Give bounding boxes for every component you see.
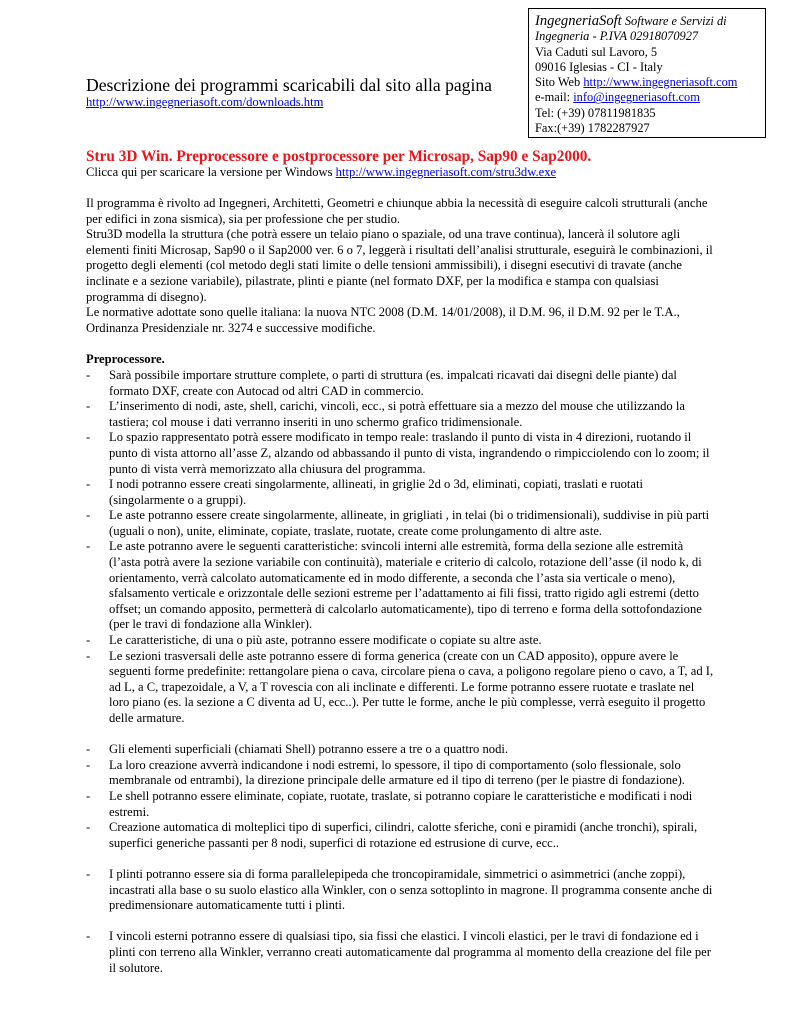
- list-item: [86, 368, 716, 399]
- list-item-text: Le caratteristiche, di una o più aste, potranno essere modificate o copiate su altre aste.: [109, 633, 542, 648]
- list-item: [86, 867, 716, 914]
- spacer: [86, 727, 716, 743]
- list-item: [86, 742, 716, 758]
- spacer: [86, 851, 716, 867]
- list-dash: -: [86, 866, 91, 881]
- download-link[interactable]: http://www.ingegneriasoft.com/stru3dw.exe: [335, 165, 557, 179]
- list-item: [86, 789, 716, 820]
- list-dash: -: [86, 633, 91, 648]
- list-dash: -: [86, 367, 91, 382]
- list-item-text: Sarà possibile importare strutture complete, o parti di struttura (es. impalcati ricavati dai disegni delle piante) dal formato DXF, create con Autocad od altri CAD in commercio.: [109, 367, 677, 398]
- intro-paragraph: Le normative adottate sono quelle italiana: la nuova NTC 2008 (D.M. 14/01/2008), il D.M. 96, il D.M. 92 per le T.A., Ordinanza Presidenziale nr. 3274 e successive modifiche.: [86, 305, 680, 335]
- list-item-text: Le shell potranno essere eliminate, copiate, ruotate, traslate, si potranno copiare le caratteristiche e modificati i nodi estremi.: [109, 788, 693, 819]
- list-item-text: Le aste potranno essere create singolarmente, allineate, in grigliati , in telai (bi o tridimensionali), suddivise in più parti (uguali o non), unite, eliminate, copiate, traslate, ruotate, create come prolungamento di altre aste.: [109, 508, 710, 538]
- list-dash: -: [86, 788, 91, 803]
- list-item: [86, 758, 716, 789]
- spacer: [86, 914, 716, 930]
- document-body: [86, 196, 716, 976]
- intro-paragraph: Il programma è rivolto ad Ingegneri, Architetti, Geometri e chiunque abbia la necessità di eseguire calcoli strutturali (anche per edifici in zona sismica), sia per professione che per studio.: [86, 196, 708, 226]
- feature-list-group2: [86, 742, 716, 851]
- list-item-text: La loro creazione avverrà indicandone i nodi estremi, lo spessore, il tipo di comportamento (solo flessionale, solo membranale od entrambi), la direzione principale delle armature ed il tipo di terreno (per le piastre di fondazione).: [109, 757, 685, 788]
- list-item-text: I vincoli esterni potranno essere di qualsiasi tipo, sia fissi che elastici. I vincoli elastici, per le travi di fondazione ed i plinti con terreno alla Winkler, verranno creati automaticamente dal programma al momento della creazione del file per il solutore.: [109, 929, 711, 975]
- list-dash: -: [86, 820, 91, 835]
- list-dash: -: [86, 430, 91, 445]
- company-brand: IngegneriaSoft: [535, 13, 622, 29]
- list-dash: -: [86, 757, 91, 772]
- company-desc: Software e Servizi di: [624, 14, 727, 28]
- list-dash: -: [86, 399, 91, 414]
- company-fax: Fax:(+39) 1782287927: [535, 121, 650, 136]
- list-item-text: Le aste potranno avere le seguenti caratteristiche: svincoli interni alle estremità, forma della sezione alle estremità (l’asta potrà avere la sezione variabile con continuità), materiale e criterio di calcolo, rotazione dell’asse (il nodo k, di orientamento, verrà calcolato automaticamente ed in modo differente, a seconda che l’asta sia verticale o meno), sfalsamento verticale e orizzontale delle sezioni estreme per l’adattamento ai fili fissi, tratto rigido agli estremi (detto offset; un comando apposito, permetterà di calcolarlo automaticamente), tipo di terreno e forma della sottofondazione (per le travi di fondazione alla Winkler).: [109, 539, 702, 632]
- list-item: [86, 508, 716, 539]
- list-item: [86, 929, 716, 976]
- list-item-text: I nodi potranno essere creati singolarmente, allineati, in griglie 2d o 3d, eliminati, copiati, traslati e ruotati (singolarmente o a gruppi).: [109, 477, 644, 507]
- intro-paragraph: Stru3D modella la struttura (che potrà essere un telaio piano o spaziale, od una trave continua), lancerà il solutore agli elementi finiti Microsap, Sap90 o il Sap2000 ver. 6 o 7, leggerà i risultati dell’analisi strutturale, eseguirà le combinazioni, il progetto degli elementi (col metodo degli stati limite o delle tensioni ammissibili), i disegni esecutivi di travate (anche inclinate e a sezione variabile), pilastrate, plinti e piante (nel formato DXF, per la modifica e stampa con qualsiasi programma di disegno).: [86, 227, 713, 304]
- downloads-page-link[interactable]: http://www.ingegneriasoft.com/downloads.htm: [86, 95, 324, 109]
- feature-list-group1: [86, 368, 716, 727]
- company-phone: Tel: (+39) 07811981835: [535, 105, 656, 120]
- feature-list-group4: [86, 929, 716, 976]
- website-label: Sito Web: [535, 75, 581, 90]
- company-email-link[interactable]: info@ingegneriasoft.com: [573, 90, 700, 105]
- company-address-city: 09016 Iglesias - CI - Italy: [535, 59, 663, 74]
- company-website-line: [535, 75, 765, 90]
- list-item-text: Lo spazio rappresentato potrà essere modificato in tempo reale: traslando il punto di vista in 4 direzioni, ruotando il punto di vista attorno all’asse Z, alzando od abbassando il punto di vista, ingrandendo o rimpicciolendo con lo zoom; il punto di vista verrà memorizzato alla chiusura del programma.: [109, 430, 710, 476]
- preprocessor-heading: Preprocessore.: [86, 352, 165, 367]
- list-dash: -: [86, 539, 91, 554]
- download-text: Clicca qui per scaricare la versione per Windows: [86, 165, 333, 179]
- list-item: [86, 539, 716, 633]
- list-item: [86, 633, 716, 649]
- list-dash: -: [86, 477, 91, 492]
- list-item-text: I plinti potranno essere sia di forma parallelepipeda che troncopiramidale, simmetrici o asimmetrici (anche zoppi), incastrati alla base o su suolo elastico alla Winkler, con o senza sottoplinto in magrone. Il programma consente anche di predimensionare automaticamente tutti i plinti.: [109, 866, 713, 913]
- list-item: [86, 820, 716, 851]
- list-dash: -: [86, 508, 91, 523]
- download-line: [86, 165, 556, 181]
- list-item-text: L’inserimento di nodi, aste, shell, carichi, vincoli, ecc., si potrà effettuare sia a mezzo del mouse che utilizzando la tastiera; col mouse i dati verranno inseriti in uno schermo grafico tridimensionale.: [109, 399, 685, 429]
- company-info-box: [528, 8, 766, 138]
- list-item: [86, 649, 716, 727]
- list-dash: -: [86, 742, 91, 757]
- list-item-text: Gli elementi superficiali (chiamati Shell) potranno essere a tre o a quattro nodi.: [109, 742, 509, 757]
- company-address-street: Via Caduti sul Lavoro, 5: [535, 44, 658, 59]
- program-title: Stru 3D Win. Preprocessore e postprocessore per Microsap, Sap90 e Sap2000.: [86, 148, 592, 165]
- list-item-text: Le sezioni trasversali delle aste potranno essere di forma generica (create con un CAD apposito), oppure avere le seguenti forme predefinite: rettangolare piena o cava, circolare piena o cava, a poligono regolare pieno o cavo, a T, ad I, ad L, a C, trapezoidale, a V, a T rovescia con ali inclinate e differenti. Le forme potranno essere ruotate e traslate nel loro piano (es. la sezione a C diventa ad U, ecc..). Per tutte le forme, anche le più complesse, verrà eseguito il progetto delle armature.: [109, 648, 714, 725]
- list-item: [86, 399, 716, 430]
- company-brand-line: [535, 14, 765, 29]
- list-item-text: Creazione automatica di molteplici tipo di superfici, cilindri, calotte sferiche, coni e piramidi (anche tronchi), spirali, superfici generiche passanti per 8 nodi, superfici di rotazione ed estrusione di curve, ecc..: [109, 820, 698, 850]
- company-vat: Ingegneria - P.IVA 02918070927: [535, 29, 699, 44]
- list-item: [86, 430, 716, 477]
- list-dash: -: [86, 648, 91, 663]
- list-dash: -: [86, 929, 91, 944]
- company-website-link[interactable]: http://www.ingegneriasoft.com: [583, 75, 738, 90]
- feature-list-group3: [86, 867, 716, 914]
- company-email-line: [535, 90, 765, 105]
- list-item: [86, 477, 716, 508]
- email-label: e-mail:: [535, 90, 571, 105]
- page-title: Descrizione dei programmi scaricabili dal sito alla pagina: [86, 75, 492, 95]
